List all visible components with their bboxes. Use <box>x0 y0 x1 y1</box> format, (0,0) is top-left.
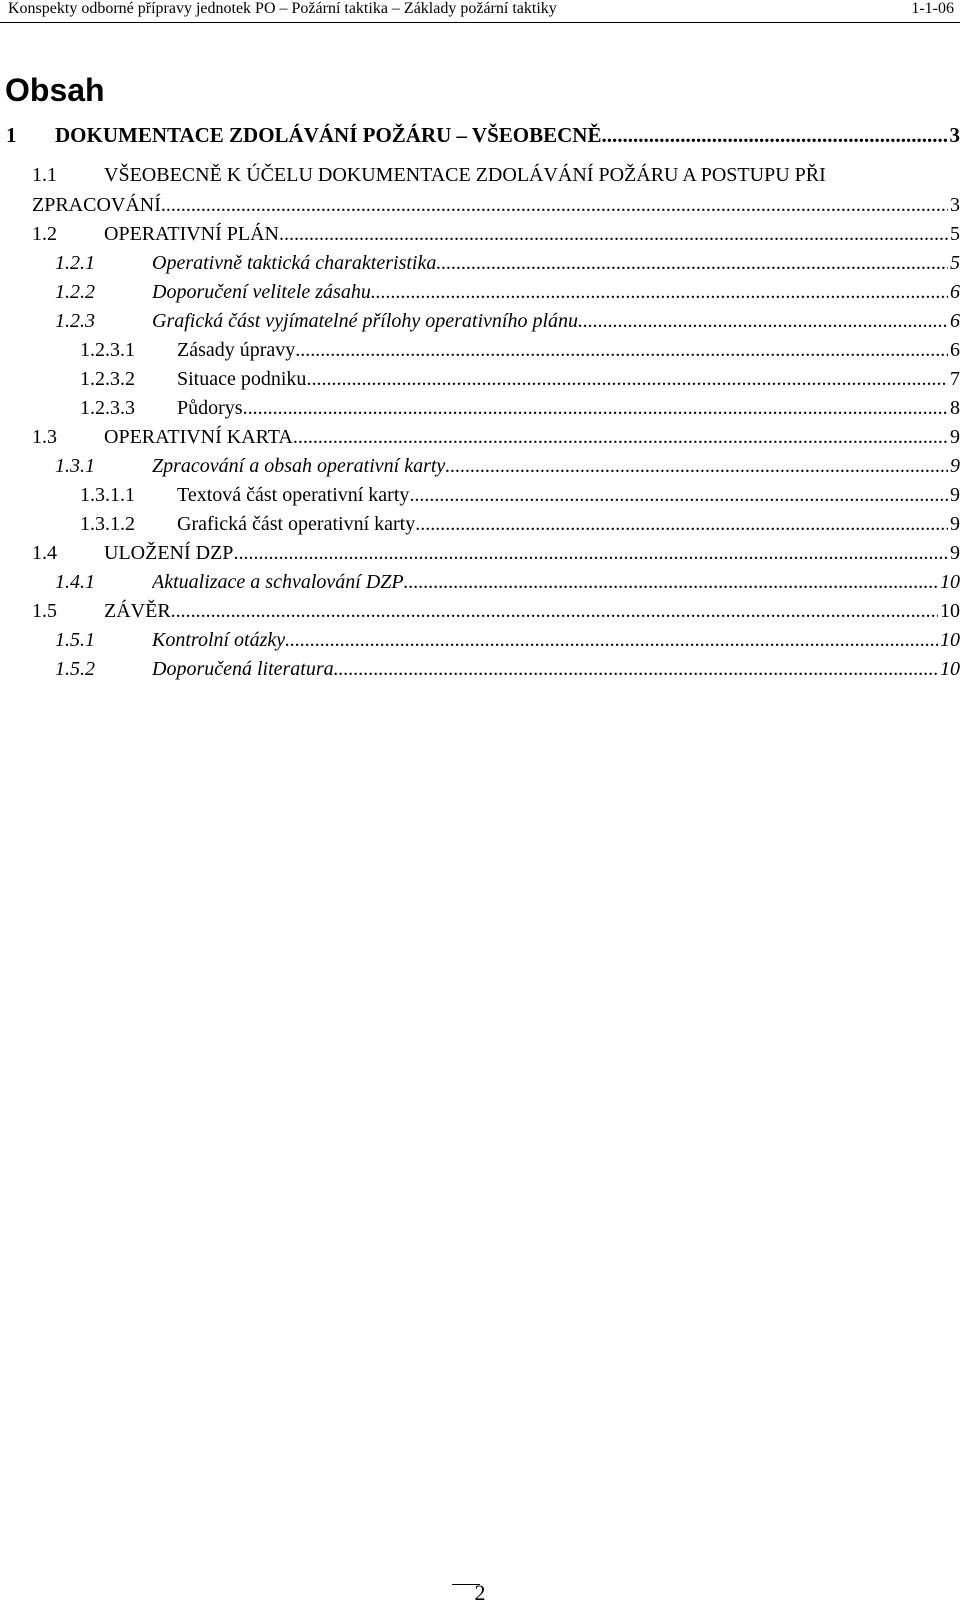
toc-entry[interactable] <box>0 120 960 150</box>
toc-entry-number: 1.2.3.3 <box>80 397 135 419</box>
toc-entry-title: Půdorys <box>177 393 243 423</box>
toc-entry-title: VŠEOBECNĚ K ÚČELU DOKUMENTACE ZDOLÁVÁNÍ POŽÁRU A POSTUPU PŘI <box>104 164 826 186</box>
toc-entry-title: OPERATIVNÍ PLÁN <box>104 219 279 249</box>
toc-entry-title: Grafická část vyjímatelné přílohy operativního plánu <box>152 306 578 336</box>
toc-entry[interactable] <box>0 306 960 336</box>
toc-entry[interactable] <box>0 277 960 307</box>
toc-entry-page: 3 <box>948 120 960 150</box>
toc-entry[interactable] <box>0 654 960 684</box>
toc-entry[interactable] <box>0 451 960 481</box>
toc-entry-page: 6 <box>948 335 960 365</box>
toc-entry-title: DOKUMENTACE ZDOLÁVÁNÍ POŽÁRU – VŠEOBECNĚ <box>55 120 601 150</box>
toc-entry-number: 1.3.1 <box>55 455 95 477</box>
toc-entry[interactable] <box>0 335 960 365</box>
toc-leader-dots <box>436 248 948 278</box>
toc-entry-page: 7 <box>948 364 960 394</box>
toc-entry-page: 9 <box>948 538 960 568</box>
toc-leader-dots <box>171 596 938 626</box>
toc-leader-dots <box>306 364 948 394</box>
toc-entry-number: 1.5.1 <box>55 629 95 651</box>
toc-leader-dots <box>601 120 947 150</box>
toc-entry-title: ULOŽENÍ DZP <box>104 538 233 568</box>
toc-entry-title: Aktualizace a schvalování DZP <box>152 567 404 597</box>
toc-leader-dots <box>334 654 938 684</box>
toc-entry[interactable] <box>0 538 960 568</box>
toc-entry-page: 9 <box>948 422 960 452</box>
toc-leader-dots <box>295 335 948 365</box>
toc-entry[interactable] <box>0 160 960 190</box>
toc-entry-number: 1.5.2 <box>55 658 95 680</box>
toc-entry-title-continued: ZPRACOVÁNÍ <box>32 190 161 220</box>
toc-entry-number: 1.3.1.2 <box>80 513 135 535</box>
toc-leader-dots <box>233 538 948 568</box>
toc-entry-page: 3 <box>948 190 960 220</box>
toc-leader-dots <box>404 567 938 597</box>
toc-entry-page: 10 <box>938 654 960 684</box>
toc-entry-number: 1.2.1 <box>55 252 95 274</box>
toc-leader-dots <box>285 625 938 655</box>
toc-entry[interactable] <box>0 596 960 626</box>
toc-entry-number: 1.2.3.2 <box>80 368 135 390</box>
toc-entry-title: Zásady úpravy <box>177 335 295 365</box>
toc-entry[interactable] <box>0 509 960 539</box>
page-header <box>8 0 954 24</box>
toc-entry-page: 10 <box>938 596 960 626</box>
toc-entry-number: 1.3.1.1 <box>80 484 135 506</box>
toc-entry-title: Zpracování a obsah operativní karty <box>152 451 445 481</box>
toc-entry-title: Kontrolní otázky <box>152 625 285 655</box>
toc-entry[interactable] <box>0 422 960 452</box>
toc-entry[interactable] <box>0 364 960 394</box>
toc-entry-number: 1.2.3.1 <box>80 339 135 361</box>
toc-entry-page: 9 <box>948 480 960 510</box>
header-document-code: 1-1-06 <box>911 0 954 17</box>
toc-entry-title: Doporučení velitele zásahu <box>152 277 371 307</box>
toc-entry[interactable] <box>0 248 960 278</box>
toc-entry-number: 1.2 <box>32 223 57 245</box>
header-document-title: Konspekty odborné přípravy jednotek PO – Požární taktika – Základy požární taktiky <box>8 0 557 17</box>
toc-leader-dots <box>161 190 948 220</box>
toc-entry-page: 10 <box>938 625 960 655</box>
toc-entry-page: 10 <box>938 567 960 597</box>
toc-entry-title: ZÁVĚR <box>104 596 171 626</box>
toc-entry[interactable] <box>0 480 960 510</box>
toc-entry-title: Operativně taktická charakteristika <box>152 248 436 278</box>
toc-entry-number: 1.5 <box>32 600 57 622</box>
toc-heading: Obsah <box>5 72 105 108</box>
toc-entry-number: 1 <box>6 123 17 147</box>
toc-entry[interactable] <box>0 625 960 655</box>
toc-entry-page: 9 <box>948 451 960 481</box>
header-rule <box>0 22 960 23</box>
page-number: 2 <box>474 1580 486 1605</box>
toc-entry-number: 1.1 <box>32 164 57 186</box>
toc-leader-dots <box>445 451 948 481</box>
toc-entry-title: Textová část operativní karty <box>177 480 409 510</box>
toc-leader-dots <box>243 393 948 423</box>
toc-entry-title: Doporučená literatura <box>152 654 334 684</box>
toc-entry-title: Grafická část operativní karty <box>177 509 415 539</box>
toc-leader-dots <box>578 306 948 336</box>
toc-leader-dots <box>415 509 948 539</box>
toc-entry-continuation[interactable] <box>0 190 960 220</box>
toc-entry-page: 5 <box>948 248 960 278</box>
toc-leader-dots <box>409 480 948 510</box>
toc-entry[interactable] <box>0 393 960 423</box>
toc-leader-dots <box>371 277 948 307</box>
toc-entry-title: OPERATIVNÍ KARTA <box>104 422 293 452</box>
toc-entry-page: 8 <box>948 393 960 423</box>
toc-entry-number: 1.2.3 <box>55 310 95 332</box>
toc-entry-page: 6 <box>948 306 960 336</box>
toc-entry[interactable] <box>0 567 960 597</box>
toc-entry-number: 1.2.2 <box>55 281 95 303</box>
toc-leader-dots <box>279 219 948 249</box>
toc-entry-number: 1.4.1 <box>55 571 95 593</box>
toc-entry-page: 6 <box>948 277 960 307</box>
toc-entry[interactable] <box>0 219 960 249</box>
toc-entry-page: 9 <box>948 509 960 539</box>
toc-entry-number: 1.3 <box>32 426 57 448</box>
toc-entry-number: 1.4 <box>32 542 57 564</box>
toc-entry-title: Situace podniku <box>177 364 306 394</box>
toc-entry-page: 5 <box>948 219 960 249</box>
toc-leader-dots <box>293 422 948 452</box>
